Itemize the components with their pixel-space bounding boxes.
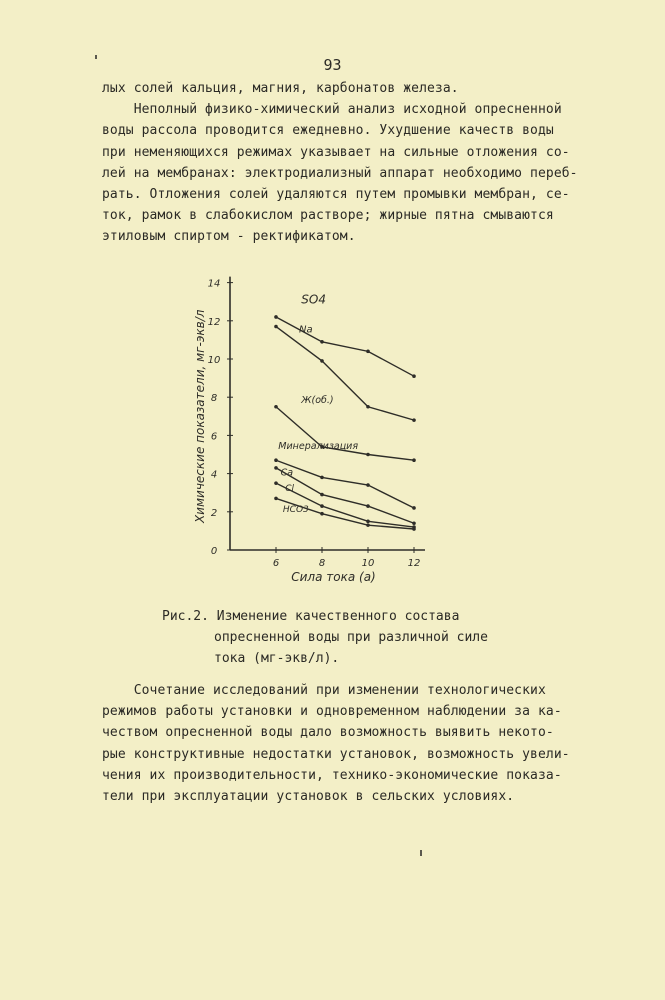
page-number: 93: [323, 56, 342, 74]
chart-axes: [193, 277, 425, 584]
data-point: [320, 340, 324, 344]
data-point: [274, 325, 278, 329]
paragraph-bottom: [102, 680, 572, 807]
data-point: [366, 483, 370, 487]
x-axis-title: Сила тока (а): [291, 570, 376, 584]
y-axis-title: Химические показатели, мг-экв/л: [193, 309, 207, 524]
data-point: [274, 315, 278, 319]
data-point: [412, 374, 416, 378]
y-tick-label: 6: [210, 431, 218, 443]
series-label: Na: [299, 324, 313, 336]
text-line: ток, рамок в слабокислом растворе; жирные пятна смываются: [102, 208, 554, 224]
x-tick-label: 12: [407, 558, 421, 569]
paper-speck: [420, 850, 422, 856]
data-point: [274, 497, 278, 501]
paper-speck: [95, 55, 97, 59]
text-line: этиловым спиртом - ректификатом.: [102, 229, 356, 245]
text-line: рать. Отложения солей удаляются путем промывки мембран, се-: [102, 187, 570, 203]
text-line: чеством опресненной воды дало возможность выявить некото-: [102, 725, 554, 741]
data-point: [274, 481, 278, 485]
x-tick-label: 8: [318, 558, 326, 569]
y-tick-label: 0: [210, 546, 218, 557]
data-point: [412, 521, 416, 525]
series-label: Ж(об.): [301, 394, 334, 406]
series-label: Cl: [285, 483, 294, 494]
y-tick-label: 10: [207, 355, 221, 366]
chart-series: [274, 315, 416, 531]
data-point: [366, 405, 370, 409]
data-point: [366, 523, 370, 527]
data-point: [412, 418, 416, 422]
caption-line: тока (мг-экв/л).: [214, 651, 340, 666]
text-line: чения их производительности, технико-экономические показа-: [102, 767, 562, 783]
data-point: [320, 359, 324, 363]
data-point: [412, 506, 416, 510]
chemistry-chart: [185, 275, 425, 595]
series-label: HCO3: [282, 504, 309, 515]
text-line: Неполный физико-химический анализ исходной опресненной: [102, 102, 562, 118]
series-line: [276, 468, 414, 523]
series-line: [276, 317, 414, 376]
caption-line: опресненной воды при различной силе: [214, 630, 488, 645]
data-point: [366, 350, 370, 354]
data-point: [366, 520, 370, 524]
x-tick-label: 6: [272, 558, 280, 569]
text-line: рые конструктивные недостатки установок, возможность увели-: [102, 746, 570, 762]
text-line: Сочетание исследований при изменении технологических: [102, 683, 546, 698]
data-point: [274, 466, 278, 470]
data-point: [412, 458, 416, 462]
data-point: [320, 493, 324, 497]
caption-line: Рис.2. Изменение качественного состава: [162, 609, 460, 624]
data-point: [320, 504, 324, 508]
text-line: тели при эксплуатации установок в сельских условиях.: [102, 789, 515, 805]
data-point: [274, 405, 278, 409]
series-line: [276, 327, 414, 421]
paragraph-top: [102, 78, 578, 248]
series-label: SO4: [301, 292, 327, 307]
x-tick-label: 10: [361, 558, 375, 569]
y-tick-label: 8: [210, 393, 218, 405]
text-line: режимов работы установки и одновременном наблюдении за ка-: [102, 704, 562, 720]
data-point: [366, 453, 370, 457]
y-tick-label: 12: [207, 316, 221, 328]
series-label: Минерализация: [278, 440, 359, 452]
text-line: лых солей кальция, магния, карбонатов железа.: [102, 81, 459, 96]
text-line: лей на мембранах: электродиализный аппарат необходимо переб-: [102, 165, 578, 181]
y-tick-label: 2: [210, 507, 218, 519]
data-point: [274, 458, 278, 462]
figure-caption: [162, 606, 488, 669]
data-point: [320, 476, 324, 480]
data-point: [320, 512, 324, 516]
text-line: воды рассола проводится ежедневно. Ухудшение качеств воды: [102, 123, 554, 139]
text-line: при неменяющихся режимах указывает на сильные отложения со-: [102, 144, 570, 160]
y-tick-label: 4: [210, 469, 218, 481]
data-point: [412, 527, 416, 531]
y-tick-label: 14: [207, 278, 221, 290]
series-label: Ca: [280, 467, 294, 479]
data-point: [366, 504, 370, 508]
